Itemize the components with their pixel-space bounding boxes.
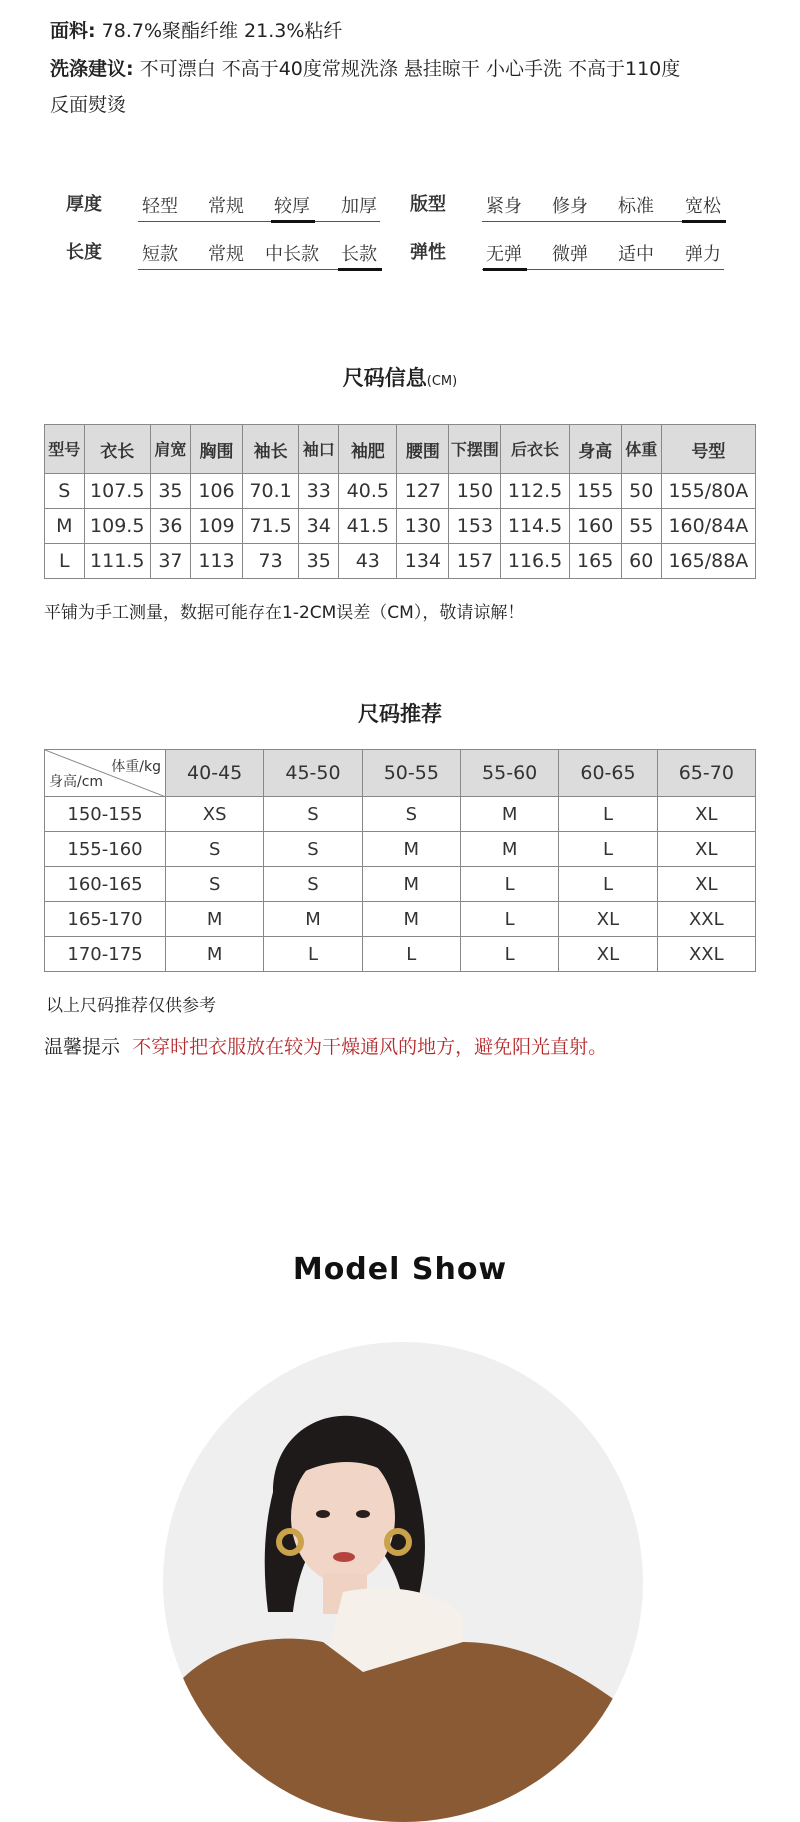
size-cell: 109.5 (84, 509, 150, 544)
fabric-value: 78.7%聚酯纤维 21.3%粘纤 (95, 20, 343, 42)
size-header-cell: 袖肥 (339, 425, 397, 474)
size-cell: 55 (621, 509, 661, 544)
size-header-cell: 袖口 (299, 425, 339, 474)
size-table-body (45, 474, 756, 579)
fabric-label: 面料: (50, 20, 96, 42)
recommended-size-cell: M (460, 797, 558, 832)
size-cell: 60 (621, 544, 661, 579)
recommended-size-cell: XL (657, 867, 755, 902)
recommended-size-cell: XXL (657, 902, 755, 937)
size-cell: 33 (299, 474, 339, 509)
size-cell: 35 (299, 544, 339, 579)
attribute-option: 常规 (208, 244, 244, 265)
recommended-size-cell: L (559, 832, 657, 867)
size-cell: 165 (569, 544, 621, 579)
recommend-table-body (45, 797, 756, 972)
attribute-option: 较厚 (274, 196, 310, 217)
size-cell: S (45, 474, 85, 509)
attribute-option: 无弹 (486, 244, 522, 265)
weight-header-cell: 40-45 (166, 750, 264, 797)
size-cell: 160/84A (661, 509, 755, 544)
recommended-size-cell: L (460, 937, 558, 972)
model-show-title: Model Show (292, 1252, 508, 1287)
fabric-info (50, 16, 342, 46)
size-cell: 153 (449, 509, 501, 544)
measure-note: 平铺为手工测量，数据可能存在1-2CM误差（CM），敬请谅解！ (44, 603, 525, 623)
size-header-cell: 型号 (45, 425, 85, 474)
recommended-size-cell: S (264, 867, 362, 902)
size-cell: 155/80A (661, 474, 755, 509)
size-cell: 35 (150, 474, 190, 509)
attribute-option: 微弹 (552, 244, 588, 265)
recommend-note: 以上尺码推荐仅供参考 (46, 996, 216, 1016)
size-cell: 127 (397, 474, 449, 509)
recommended-size-cell: XS (166, 797, 264, 832)
model-illustration (163, 1342, 643, 1822)
size-cell: 112.5 (501, 474, 569, 509)
weight-header-cell: 50-55 (362, 750, 460, 797)
attribute-selected-marker (271, 220, 315, 223)
table-row (45, 509, 756, 544)
size-cell: 70.1 (243, 474, 299, 509)
size-recommend-title: 尺码推荐 (358, 702, 442, 726)
attribute-option: 弹力 (685, 244, 721, 265)
warm-tip (44, 1032, 607, 1059)
weight-header-cell: 45-50 (264, 750, 362, 797)
warm-tip-text: 不穿时把衣服放在较为干燥通风的地方，避免阳光直射。 (132, 1036, 608, 1058)
recommended-size-cell: XXL (657, 937, 755, 972)
attribute-label: 版型 (410, 194, 446, 215)
recommended-size-cell: L (559, 797, 657, 832)
size-header-cell: 肩宽 (150, 425, 190, 474)
size-cell: 160 (569, 509, 621, 544)
size-cell: 130 (397, 509, 449, 544)
attribute-option: 常规 (208, 196, 244, 217)
corner-weight-label: 体重/kg (111, 759, 161, 775)
weight-header-cell: 60-65 (559, 750, 657, 797)
table-row (45, 867, 756, 902)
table-row (45, 937, 756, 972)
recommended-size-cell: M (362, 832, 460, 867)
recommended-size-cell: XL (559, 937, 657, 972)
size-cell: 73 (243, 544, 299, 579)
size-cell: 40.5 (339, 474, 397, 509)
recommended-size-cell: M (362, 867, 460, 902)
recommended-size-cell: S (362, 797, 460, 832)
size-header-cell: 身高 (569, 425, 621, 474)
attribute-label: 弹性 (410, 242, 446, 263)
size-cell: 114.5 (501, 509, 569, 544)
size-cell: 34 (299, 509, 339, 544)
size-cell: 111.5 (84, 544, 150, 579)
recommended-size-cell: M (264, 902, 362, 937)
size-cell: 113 (190, 544, 242, 579)
size-cell: 106 (190, 474, 242, 509)
size-header-cell: 下摆围 (449, 425, 501, 474)
size-info-title (0, 362, 800, 392)
recommended-size-cell: M (460, 832, 558, 867)
size-header-cell: 体重 (621, 425, 661, 474)
size-cell: 165/88A (661, 544, 755, 579)
attribute-option: 加厚 (341, 196, 377, 217)
recommended-size-cell: S (166, 832, 264, 867)
wash-info-line-2: 反面熨烫 (50, 94, 127, 116)
size-cell: 50 (621, 474, 661, 509)
recommended-size-cell: XL (657, 832, 755, 867)
height-cell: 165-170 (45, 902, 166, 937)
model-photo (163, 1342, 643, 1822)
attribute-option: 紧身 (486, 196, 522, 217)
attribute-option: 宽松 (685, 196, 721, 217)
recommended-size-cell: M (166, 937, 264, 972)
recommended-size-cell: S (264, 797, 362, 832)
recommended-size-cell: L (264, 937, 362, 972)
corner-height-label: 身高/cm (49, 774, 104, 790)
size-cell: 116.5 (501, 544, 569, 579)
size-cell: 37 (150, 544, 190, 579)
recommended-size-cell: S (264, 832, 362, 867)
recommended-size-cell: XL (559, 902, 657, 937)
size-header-cell: 袖长 (243, 425, 299, 474)
attribute-selected-marker (483, 268, 527, 271)
attribute-option: 短款 (142, 244, 178, 265)
size-cell: 150 (449, 474, 501, 509)
attribute-option: 标准 (618, 196, 654, 217)
recommend-table-header (45, 750, 756, 797)
attribute-selected-marker (682, 220, 726, 223)
size-cell: 107.5 (84, 474, 150, 509)
weight-header-cell: 55-60 (460, 750, 558, 797)
warm-tip-label: 温馨提示 (44, 1036, 121, 1058)
size-cell: 134 (397, 544, 449, 579)
attribute-label: 厚度 (66, 194, 102, 215)
size-info-table (44, 424, 756, 579)
recommended-size-cell: L (460, 902, 558, 937)
size-cell: 41.5 (339, 509, 397, 544)
recommended-size-cell: L (460, 867, 558, 902)
height-cell: 160-165 (45, 867, 166, 902)
height-cell: 150-155 (45, 797, 166, 832)
size-header-cell: 衣长 (84, 425, 150, 474)
size-cell: 43 (339, 544, 397, 579)
table-row (45, 474, 756, 509)
size-table-header (45, 425, 756, 474)
attribute-selected-marker (338, 268, 382, 271)
table-row (45, 902, 756, 937)
recommend-corner-cell (45, 750, 166, 797)
attribute-label: 长度 (66, 242, 102, 263)
size-cell: 36 (150, 509, 190, 544)
table-row (45, 832, 756, 867)
size-cell: 71.5 (243, 509, 299, 544)
wash-info (50, 54, 680, 84)
recommended-size-cell: M (362, 902, 460, 937)
height-cell: 170-175 (45, 937, 166, 972)
recommended-size-cell: XL (657, 797, 755, 832)
size-recommend-table (44, 749, 756, 972)
wash-label: 洗涤建议: (50, 58, 134, 80)
size-info-unit: (CM) (426, 374, 458, 389)
attribute-option: 修身 (552, 196, 588, 217)
attribute-option: 中长款 (265, 244, 319, 265)
size-cell: 109 (190, 509, 242, 544)
weight-header-cell: 65-70 (657, 750, 755, 797)
size-cell: 155 (569, 474, 621, 509)
table-row (45, 797, 756, 832)
table-row (45, 544, 756, 579)
attribute-option: 适中 (618, 244, 654, 265)
size-cell: 157 (449, 544, 501, 579)
height-cell: 155-160 (45, 832, 166, 867)
size-header-cell: 后衣长 (501, 425, 569, 474)
recommended-size-cell: S (166, 867, 264, 902)
attribute-option: 轻型 (142, 196, 178, 217)
recommended-size-cell: L (362, 937, 460, 972)
recommended-size-cell: L (559, 867, 657, 902)
size-cell: M (45, 509, 85, 544)
attribute-baseline (138, 221, 380, 222)
size-header-cell: 胸围 (190, 425, 242, 474)
size-header-cell: 号型 (661, 425, 755, 474)
wash-value: 不可漂白 不高于40度常规洗涤 悬挂晾干 小心手洗 不高于110度 (133, 58, 681, 80)
size-header-cell: 腰围 (397, 425, 449, 474)
size-info-title-text: 尺码信息 (342, 366, 427, 390)
attribute-option: 长款 (341, 244, 377, 265)
size-cell: L (45, 544, 85, 579)
recommended-size-cell: M (166, 902, 264, 937)
